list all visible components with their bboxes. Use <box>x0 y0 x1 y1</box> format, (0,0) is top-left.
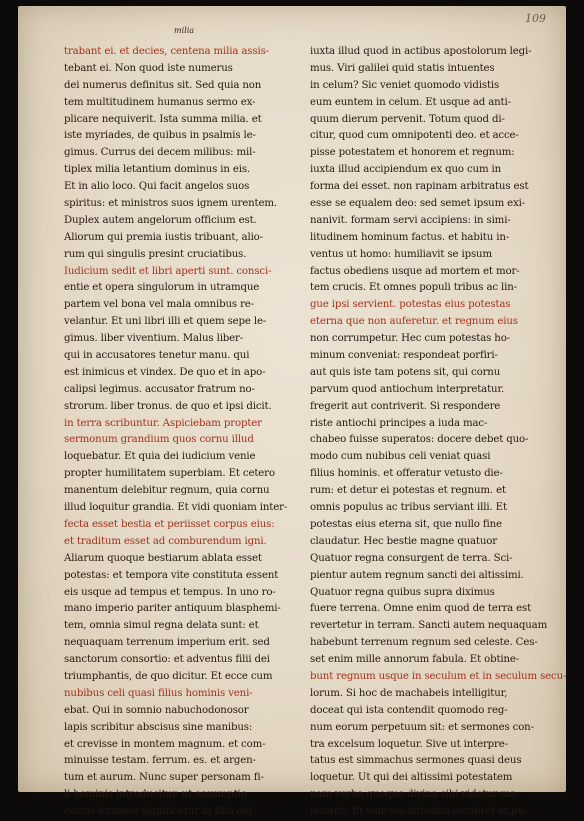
text-line: eis usque ad tempus et tempus. In uno ro- <box>64 586 276 598</box>
text-line: rum qui singulis presint cruciatibus. <box>64 248 247 260</box>
text-line: loquetur. Ut qui dei altissimi potestatem <box>310 772 513 784</box>
text-line: et crevisse in montem magnum. et com- <box>64 738 266 750</box>
text-line: tiplex milia letantium dominus in eis. <box>64 164 250 176</box>
text-line: potestas: et tempora vite constituta essent <box>64 569 279 581</box>
text-line: Et in alio loco. Qui facit angelos suos <box>64 181 250 193</box>
interlinear-gloss: milia <box>174 26 195 35</box>
text-line: iuxta illud accipiendum ex quo cum in <box>310 164 502 176</box>
text-line: triumphantis, de quo dicitur. Et ecce cum <box>64 670 273 682</box>
text-line: ventus ut homo: humiliavit se ipsum <box>310 248 492 260</box>
text-line: litudinem hominum factus. et habitu in- <box>310 231 510 243</box>
text-line: tem crucis. Et omnes populi tribus ac lin- <box>310 282 517 294</box>
text-line: illud loquitur grandia. Et vidi quoniam inter- <box>64 502 288 514</box>
manuscript-page <box>18 6 567 818</box>
folio-number: 109 <box>525 12 546 25</box>
text-line: entie et opera singulorum in utramque <box>64 282 260 294</box>
rubric-line: sermonum grandium quos cornu illud <box>64 434 254 446</box>
text-line: tebant ei. Non quod iste numerus <box>64 62 233 74</box>
text-line: gimus. Currus dei decem milibus: mil- <box>64 147 256 159</box>
rubric-line: trabant ei. et decies, centena milia assis- <box>64 46 269 57</box>
rubric-line: fecta esset bestia et periisset corpus eius: <box>64 518 275 530</box>
text-line: Quatuor regna consurgent de terra. Sci- <box>310 552 513 564</box>
rubric-line: eterna que non auferetur. et regnum eius <box>310 316 518 328</box>
text-line: Quatuor regna quibus supra diximus <box>310 586 495 598</box>
text-line: tra excelsum loquetur. Sive ut interpre- <box>310 738 508 750</box>
text-line: pisse potestatem et honorem et regnum: <box>310 147 515 159</box>
text-line: sanctorum consortio: et adventus filii dei <box>64 654 270 666</box>
text-line: propter humilitatem superbiam. Et cetero <box>64 468 275 480</box>
text-line: rum: et detur ei potestas et regnum. et <box>310 485 506 497</box>
text-line: lorum. Si hoc de machabeis intelligitur, <box>310 687 508 699</box>
text-line: quum dierum pervenit. Totum quod di- <box>310 113 505 125</box>
text-line: gimus. liber viventium. Malus liber- <box>64 333 244 345</box>
text-line: ebat. Qui in somnio nabuchodonosor <box>64 704 249 716</box>
text-line: velantur. Et uni libri illi et quem sepe le- <box>64 316 267 328</box>
text-line: nequaquam terrenum imperium erit. sed <box>64 637 270 649</box>
text-line: tum et aurum. Nunc super personam fi- <box>64 772 264 784</box>
text-line: filius hominis. et offeratur vetusto die- <box>310 468 503 480</box>
text-line: iuxta illud quod in actibus apostolorum legi- <box>310 46 532 57</box>
text-line: eum euntem in celum. Et usque ad anti- <box>310 96 511 108</box>
rubric-line: nubibus celi quasi filius hominis veni- <box>64 687 253 699</box>
text-line: in celum? Sic veniet quomodo vidistis <box>310 79 500 91</box>
text-line: mano imperio pariter antiquum blasphemi- <box>64 603 281 615</box>
text-line: strorum. liber tronus. de quo et ipsi dicit. <box>64 400 272 412</box>
text-line: potestas eius eterna sit, que nullo fine <box>310 518 502 530</box>
text-line: partem vel bona vel mala omnibus re- <box>64 299 254 311</box>
text-line: nanivit. formam servi accipiens: in simi- <box>310 214 511 226</box>
text-line: iestatis. Et sanctos altissimi conteret et pu- <box>310 806 528 818</box>
text-line: est inimicus et vindex. De quo et in apo- <box>64 366 266 378</box>
text-line: loquebatur. Et quia dei iudicium venie <box>64 451 256 463</box>
text-line: nam verba quoque divina sibi videtur ma- <box>310 789 520 801</box>
text-line: minum conveniat: respondeat porfiri- <box>310 350 498 362</box>
text-line: doceat qui ista contendit quomodo reg- <box>310 704 508 716</box>
text-line: Aliorum qui premia iustis tribuant, alio- <box>64 231 263 243</box>
rubric-line: Iudicium sedit et libri aperti sunt. consci- <box>64 265 272 277</box>
text-line: aut quis iste tam potens sit, qui cornu <box>310 366 501 378</box>
text-line: tatus est simmachus sermones quasi deus <box>310 755 522 767</box>
text-line: num eorum perpetuum sit: et sermones con- <box>310 721 534 733</box>
text-line: plicare nequiverit. Ista summa milia. et <box>64 113 262 125</box>
text-line: parvum quod antiochum interpretatur. <box>310 383 505 395</box>
text-line: revertetur in terram. Sancti autem nequaquam <box>310 620 548 632</box>
text-line: fuere terrena. Omne enim quod de terra est <box>310 603 532 615</box>
text-line: citur, quod cum omnipotenti deo. et acce- <box>310 130 519 142</box>
text-line: carnis humane significetur in filio dei. <box>64 806 255 818</box>
text-line: minuisse testam. ferrum. es. et argen- <box>64 755 256 767</box>
text-line: esse se equalem deo: sed semet ipsum exi- <box>310 198 526 210</box>
rubric-line: in terra scribuntur. Aspiciebam propter <box>64 417 262 429</box>
text-line: modo cum nubibus celi veniat quasi <box>310 451 491 463</box>
text-line: qui in accusatores tenetur manu. qui <box>64 350 250 362</box>
text-line: spiritus: et ministros suos ignem urentem. <box>64 198 277 210</box>
text-line: fregerit aut contriverit. Si respondere <box>310 400 501 412</box>
rubric-line: gue ipsi servient. potestas eius potestas <box>310 299 511 311</box>
text-line: forma dei esset. non rapinam arbitratus est <box>310 181 529 193</box>
text-line: chabeo fuisse superatos: docere debet quo- <box>310 434 529 446</box>
text-line: mus. Viri galilei quid statis intuentes <box>310 62 495 74</box>
text-line: habebunt terrenum regnum sed celeste. Ces- <box>310 637 538 649</box>
text-line: tem multitudinem humanus sermo ex- <box>64 96 256 108</box>
rubric-line: bunt regnum usque in seculum et in seculum secu- <box>310 670 567 682</box>
text-line: non corrumpetur. Hec cum potestas ho- <box>310 333 510 345</box>
text-line: Duplex autem angelorum officium est. <box>64 214 257 226</box>
text-line: manentum delebitur regnum, quia cornu <box>64 485 270 497</box>
text-line: pientur autem regnum sancti dei altissimi. <box>310 569 524 581</box>
text-line: lapis scribitur abscisus sine manibus: <box>64 721 253 733</box>
text-line: calipsi legimus. accusator fratrum no- <box>64 383 255 395</box>
text-line: li hominis introducitur. ut assumptio <box>64 789 247 801</box>
left-text-column <box>64 44 288 821</box>
text-line: set enim mille annorum fabula. Et obtine- <box>310 654 520 666</box>
text-line: claudatur. Hec bestie magne quatuor <box>310 535 497 547</box>
text-line: omnis populus ac tribus serviant illi. Et <box>310 502 507 514</box>
text-line: Aliarum quoque bestiarum ablata esset <box>64 552 262 564</box>
text-line: riste antiochi principes a iuda mac- <box>310 417 488 429</box>
text-line: iste myriades, de quibus in psalmis le- <box>64 130 256 142</box>
rubric-line: et traditum esset ad comburendum igni. <box>64 535 267 547</box>
text-line: factus obediens usque ad mortem et mor- <box>310 265 520 277</box>
text-line: tem, omnia simul regna delata sunt: et <box>64 620 259 632</box>
right-text-column <box>310 44 567 821</box>
text-line: dei numerus definitus sit. Sed quia non <box>64 79 262 91</box>
